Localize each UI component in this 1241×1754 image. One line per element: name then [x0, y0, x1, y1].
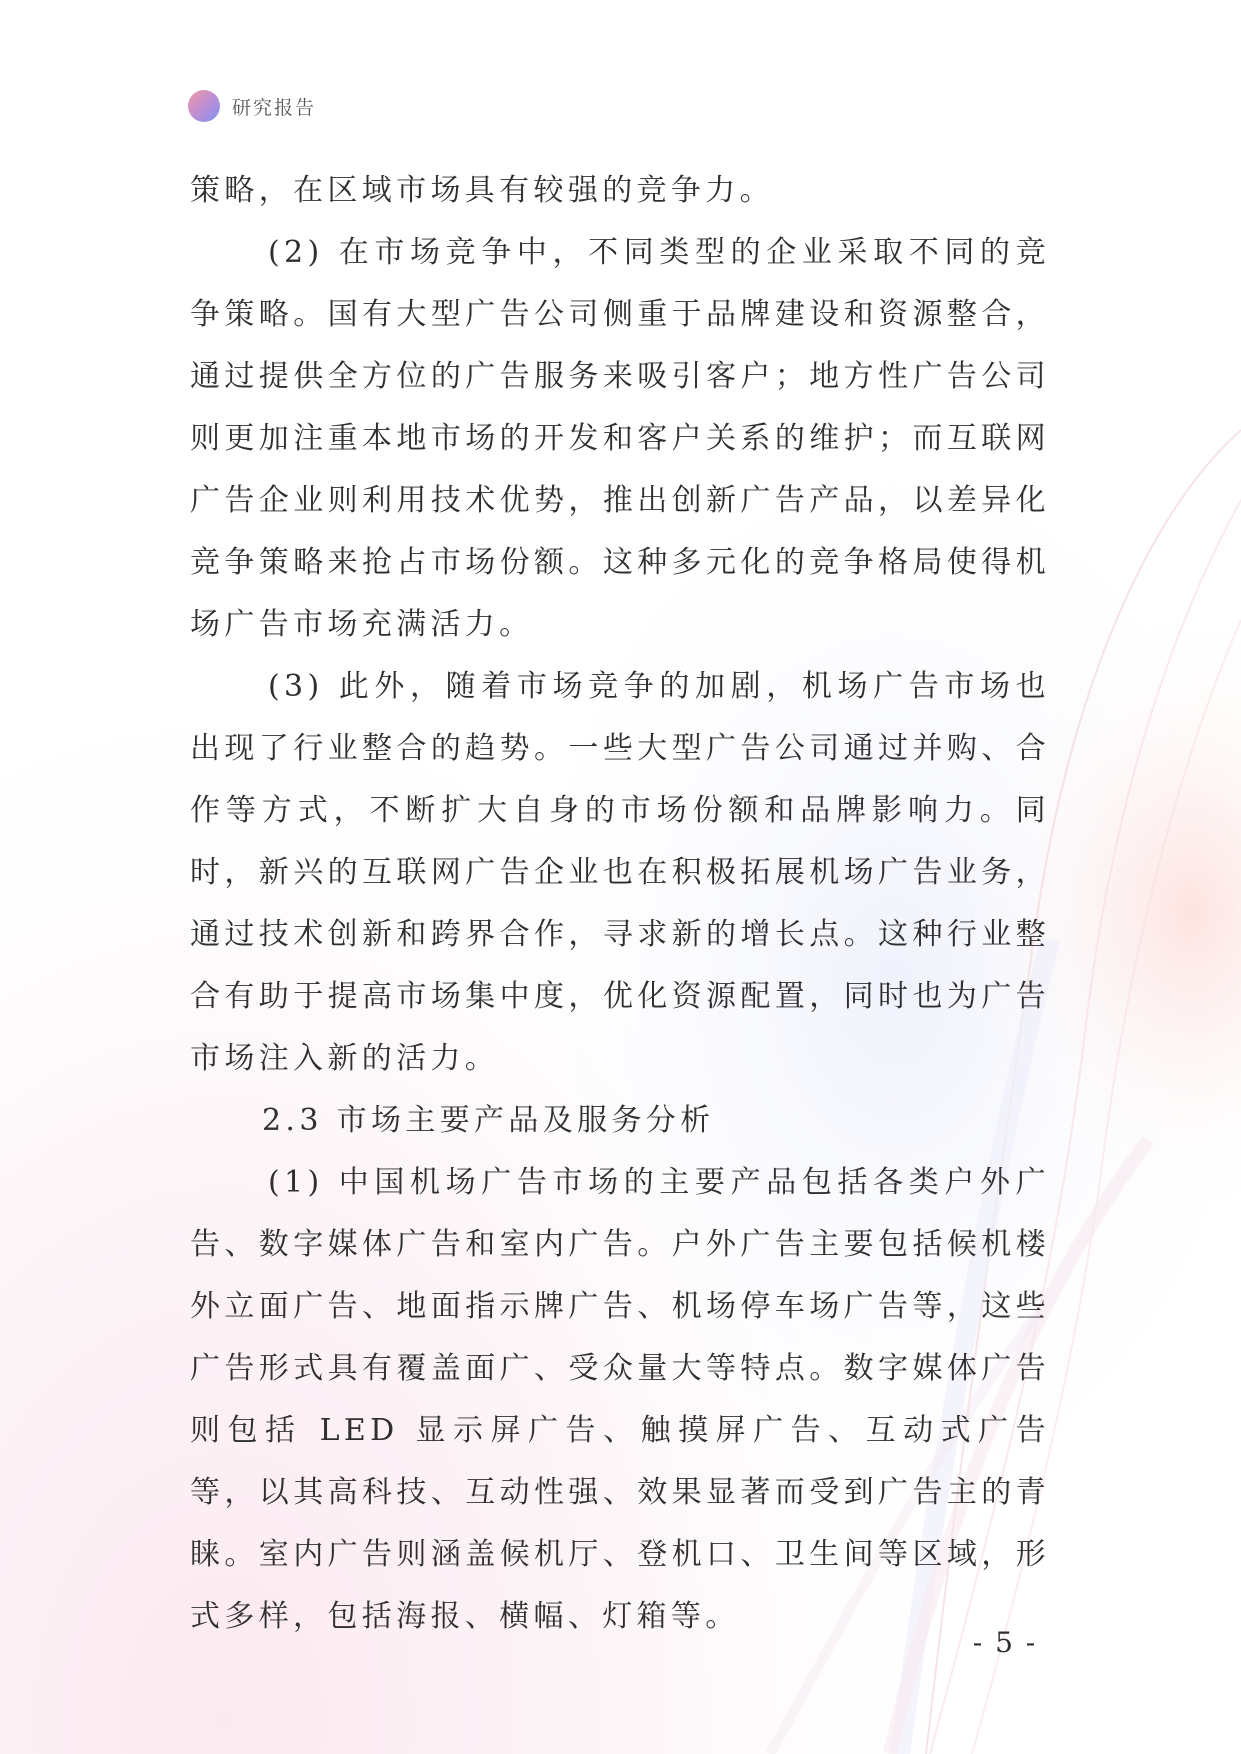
paragraph-item-1-products: (1) 中国机场广告市场的主要产品包括各类户外广告、数字媒体广告和室内广告。户外广告主要包括候机楼外立面广告、地面指示牌广告、机场停车场广告等，这些广告形式具有覆盖面广、受众量大等特点。数字媒体广告则包括 LED 显示屏广告、触摸屏广告、互动式广告等，以其高科技、互动性强、效果显著而受到广告主的青睐。室内广告则涵盖候机厅、登机口、卫生间等区域，形式多样，包括海报、横幅、灯箱等。	[190, 1165, 1050, 1634]
paragraph-item-3: (3) 此外，随着市场竞争的加剧，机场广告市场也出现了行业整合的趋势。一些大型广告公司通过并购、合作等方式，不断扩大自身的市场份额和品牌影响力。同时，新兴的互联网广告企业也在积极拓展机场广告业务，通过技术创新和跨界合作，寻求新的增长点。这种行业整合有助于提高市场集中度，优化资源配置，同时也为广告市场注入新的活力。	[190, 669, 1050, 1076]
report-logo-icon	[188, 90, 220, 122]
report-body	[190, 160, 1050, 1648]
header-label: 研究报告	[232, 96, 317, 119]
section-heading: 2.3 市场主要产品及服务分析	[262, 1103, 715, 1138]
paragraph-item-2: (2) 在市场竞争中，不同类型的企业采取不同的竞争策略。国有大型广告公司侧重于品牌建设和资源整合，通过提供全方位的广告服务来吸引客户；地方性广告公司则更加注重本地市场的开发和客户关系的维护；而互联网广告企业则利用技术优势，推出创新广告产品，以差异化竞争策略来抢占市场份额。这种多元化的竞争格局使得机场广告市场充满活力。	[190, 235, 1050, 642]
report-header	[188, 89, 316, 123]
paragraph-continuation: 策略，在区域市场具有较强的竞争力。	[190, 173, 774, 208]
page-number: - 5 -	[972, 1626, 1038, 1659]
